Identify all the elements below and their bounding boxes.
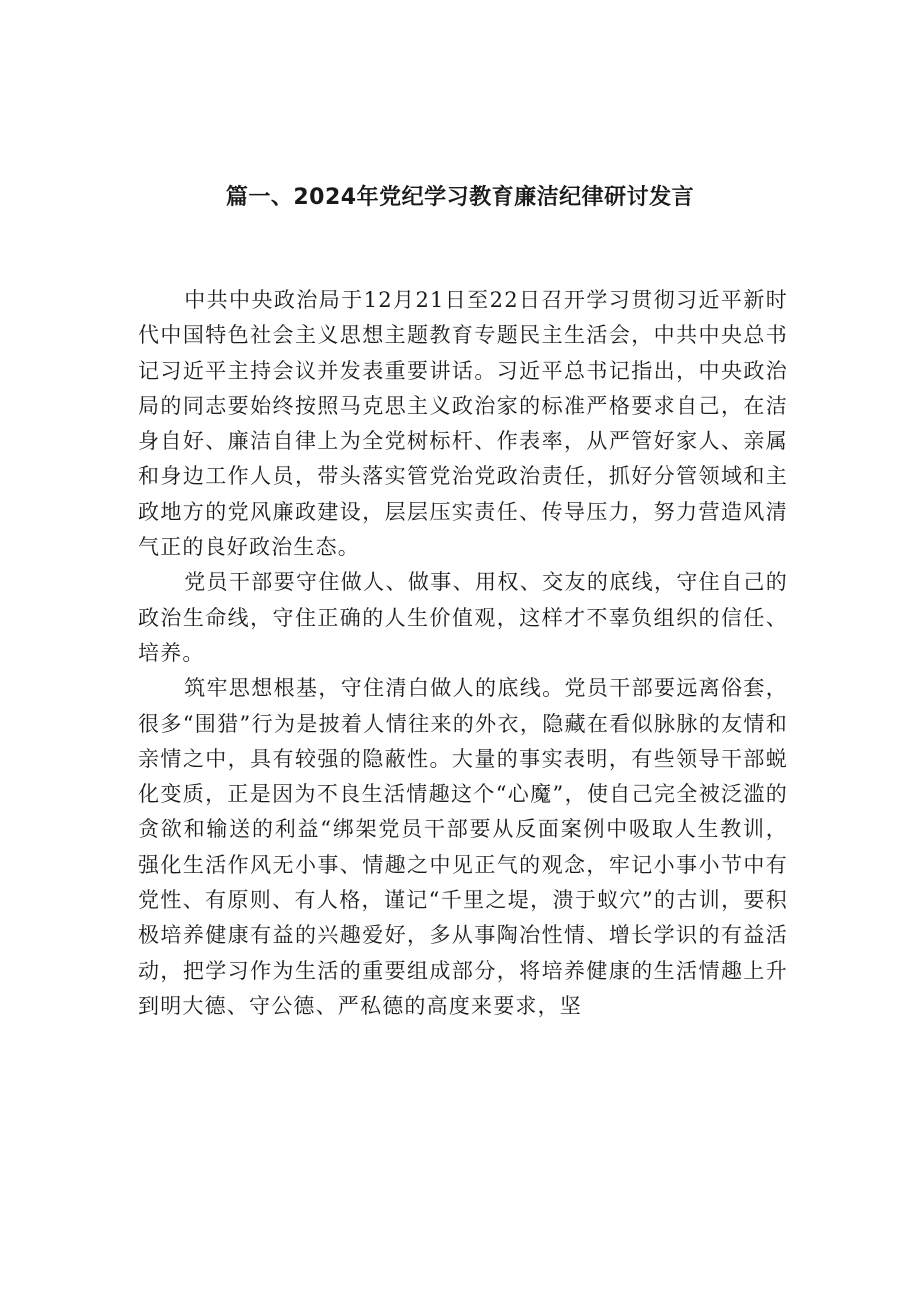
document-body <box>138 283 788 1024</box>
document-title: 篇一、2024年党纪学习教育廉洁纪律研讨发言 <box>225 185 695 210</box>
paragraph: 党员干部要守住做人、做事、用权、交友的底线，守住自己的政治生命线，守住正确的人生价值观，这样才不辜负组织的信任、培养。 <box>138 570 788 665</box>
paragraph: 中共中央政治局于12月21日至22日召开学习贯彻习近平新时代中国特色社会主义思想主题教育专题民主生活会，中共中央总书记习近平主持会议并发表重要讲话。习近平总书记指出，中央政治局的同志要始终按照马克思主义政治家的标准严格要求自己，在洁身自好、廉洁自律上为全党树标杆、作表率，从严管好家人、亲属和身边工作人员，带头落实管党治党政治责任，抓好分管领域和主政地方的党风廉政建设，层层压实责任、传导压力，努力营造风清气正的良好政治生态。 <box>138 288 788 560</box>
paragraph: 筑牢思想根基，守住清白做人的底线。党员干部要远离俗套，很多“围猎”行为是披着人情往来的外衣，隐藏在看似脉脉的友情和亲情之中，具有较强的隐蔽性。大量的事实表明，有些领导干部蜕化变质，正是因为不良生活情趣这个“心魔”，使自己完全被泛滥的贪欲和输送的利益“绑架党员干部要从反面案例中吸取人生教训，强化生活作风无小事、情趣之中见正气的观念，牢记小事小节中有党性、有原则、有人格，谨记“千里之堤，溃于蚁穴”的古训，要积极培养健康有益的兴趣爱好，多从事陶冶性情、增长学识的有益活动，把学习作为生活的重要组成部分，将培养健康的生活情趣上升到明大德、守公德、严私德的高度来要求，坚 <box>138 676 788 1018</box>
